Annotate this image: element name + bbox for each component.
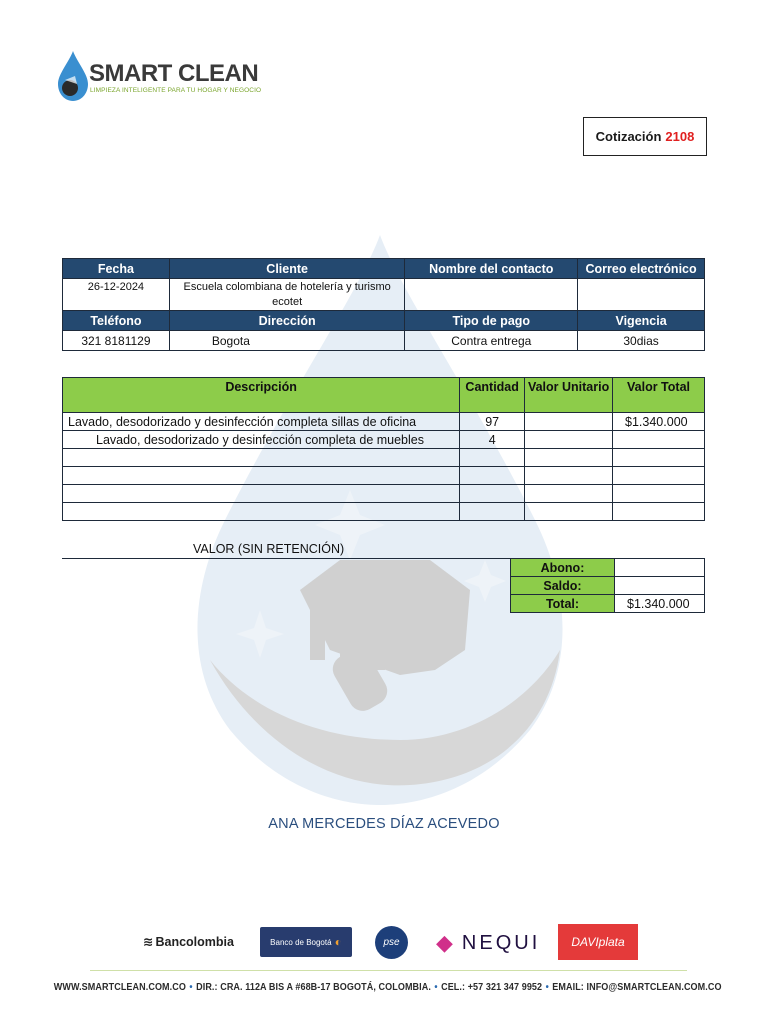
- item-description: [63, 485, 460, 503]
- items-table: [62, 377, 705, 521]
- quote-label: Cotización: [595, 129, 662, 144]
- header-valor-total: Valor Total: [613, 378, 705, 413]
- item-total-value: [613, 485, 705, 503]
- footer-phone: CEL.: +57 321 347 9952: [441, 981, 543, 993]
- item-unit-value: [525, 449, 613, 467]
- payment-methods: [0, 922, 768, 962]
- item-total-value: $1.340.000: [613, 413, 705, 431]
- cliente-value: Escuela colombiana de hotelería y turismo ecotet: [169, 279, 405, 311]
- footer-divider: [90, 970, 687, 971]
- totals-table: [510, 558, 705, 613]
- footer-email: EMAIL: INFO@SMARTCLEAN.COM.CO: [552, 981, 722, 993]
- saldo-label: Saldo:: [511, 577, 615, 595]
- table-row: [63, 431, 705, 449]
- header-tipo-pago: Tipo de pago: [405, 311, 578, 331]
- banco-bogota-label: Banco de Bogotá: [270, 937, 332, 947]
- direccion-value: Bogota: [169, 331, 405, 351]
- telefono-value: 321 8181129: [63, 331, 170, 351]
- item-description: [63, 503, 460, 521]
- brand-name: SMART CLEAN: [89, 60, 259, 87]
- header-correo: Correo electrónico: [578, 259, 705, 279]
- valor-sin-retencion-label: VALOR (SIN RETENCIÓN): [62, 542, 510, 559]
- total-label: Total:: [511, 595, 615, 613]
- total-value: $1.340.000: [615, 595, 705, 613]
- abono-label: Abono:: [511, 559, 615, 577]
- tipo-pago-value: Contra entrega: [405, 331, 578, 351]
- item-quantity: [460, 485, 525, 503]
- item-quantity: 97: [460, 413, 525, 431]
- vigencia-value: 30dias: [578, 331, 705, 351]
- bancolombia-icon: ≋: [143, 935, 154, 949]
- table-row: [63, 485, 705, 503]
- item-description: Lavado, desodorizado y desinfección completa de muebles: [63, 431, 460, 449]
- pse-logo: [375, 926, 408, 959]
- signature-name: ANA MERCEDES DÍAZ ACEVEDO: [268, 816, 500, 832]
- water-drop-icon: [55, 50, 93, 102]
- item-quantity: 4: [460, 431, 525, 449]
- bancolombia-logo: [143, 934, 234, 949]
- item-unit-value: [525, 413, 613, 431]
- table-row: [63, 413, 705, 431]
- banco-bogota-icon: ◐: [334, 935, 342, 949]
- item-quantity: [460, 467, 525, 485]
- bancolombia-label: Bancolombia: [155, 934, 234, 949]
- nequi-logo: [436, 930, 540, 956]
- item-unit-value: [525, 485, 613, 503]
- quote-number-box: [583, 117, 707, 156]
- item-unit-value: [525, 467, 613, 485]
- item-total-value: [613, 431, 705, 449]
- item-total-value: [613, 503, 705, 521]
- item-description: Lavado, desodorizado y desinfección completa sillas de oficina: [63, 413, 460, 431]
- header-fecha: Fecha: [63, 259, 170, 279]
- footer-contact: WWW.SMARTCLEAN.COM.CO • DIR.: CRA. 112A BIS A #68B-17 BOGOTÁ, COLOMBIA. • CEL.: +57 321 347 9952 • EMAIL: INFO@SMARTCLEAN.COM.CO: [53, 981, 722, 993]
- company-logo: [55, 50, 262, 102]
- header-nombre-contacto: Nombre del contacto: [405, 259, 578, 279]
- banco-bogota-logo: [260, 927, 352, 957]
- nombre-contacto-value: [405, 279, 578, 311]
- table-row: [63, 467, 705, 485]
- header-descripcion: Descripción: [63, 378, 460, 413]
- table-row: [63, 503, 705, 521]
- daviplata-label: DAVIplata: [571, 935, 625, 949]
- client-info-table: [62, 258, 705, 351]
- header-valor-unitario: Valor Unitario: [525, 378, 613, 413]
- item-unit-value: [525, 503, 613, 521]
- correo-value: [578, 279, 705, 311]
- nequi-icon: ◆: [436, 930, 456, 955]
- header-direccion: Dirección: [169, 311, 405, 331]
- item-total-value: [613, 467, 705, 485]
- saldo-value: [615, 577, 705, 595]
- quote-number: 2108: [665, 129, 695, 144]
- item-description: [63, 467, 460, 485]
- header-cantidad: Cantidad: [460, 378, 525, 413]
- item-unit-value: [525, 431, 613, 449]
- item-total-value: [613, 449, 705, 467]
- header-telefono: Teléfono: [63, 311, 170, 331]
- abono-value: [615, 559, 705, 577]
- footer-web: WWW.SMARTCLEAN.COM.CO: [53, 981, 186, 993]
- header-vigencia: Vigencia: [578, 311, 705, 331]
- brand-tagline: LIMPIEZA INTELIGENTE PARA TU HOGAR Y NEGOCIO: [90, 87, 262, 94]
- footer-address: DIR.: CRA. 112A BIS A #68B-17 BOGOTÁ, COLOMBIA.: [196, 981, 431, 993]
- item-description: [63, 449, 460, 467]
- item-quantity: [460, 503, 525, 521]
- header-cliente: Cliente: [169, 259, 405, 279]
- item-quantity: [460, 449, 525, 467]
- fecha-value: 26-12-2024: [63, 279, 170, 311]
- nequi-label: NEQUI: [461, 931, 541, 954]
- pse-label: pse: [383, 937, 400, 948]
- table-row: [63, 449, 705, 467]
- daviplata-logo: [558, 924, 638, 960]
